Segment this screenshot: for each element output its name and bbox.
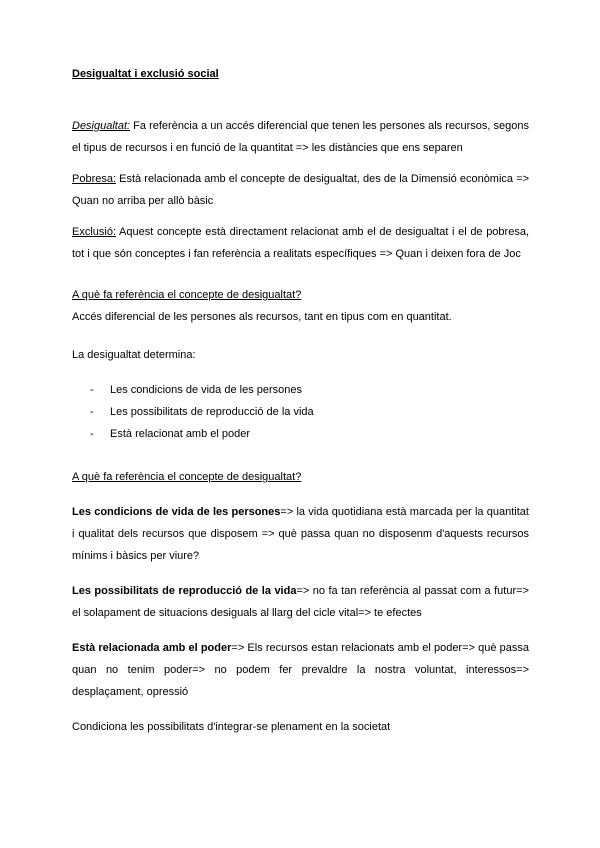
concept-lead-condicions: Les condicions de vida de les persones [72, 506, 281, 518]
closing-paragraph: Condiciona les possibilitats d'integrar-se plenament en la societat [72, 721, 391, 733]
definition-term-exclusio: Exclusió: [72, 226, 117, 238]
section1-answer: Accés diferencial de les persones als recursos, tant en tipus com en quantitat. [72, 311, 452, 323]
concept-text-poder: => Els recursos estan relacionats amb el poder=> què passa quan no tenim poder=> no podem fer prevaldre la nostra voluntat, interessos=> desplaçament, opressió [72, 642, 529, 698]
definition-term-pobresa: Pobresa: [72, 173, 117, 185]
list-item [72, 423, 529, 445]
concept-lead-reproduccio: Les possibilitats de reproducció de la vida [72, 585, 297, 597]
definition-desigualtat [72, 115, 529, 159]
list-intro: La desigualtat determina: [72, 349, 196, 361]
concept-reproduccio [72, 580, 529, 624]
list-bullet: - [90, 428, 94, 440]
definition-text-pobresa: Està relacionada amb el concepte de desigualtat, des de la Dimensió econòmica => Quan no arriba per allò bàsic [72, 173, 529, 207]
concept-condicions [72, 501, 529, 567]
definition-text-exclusio: Aquest concepte està directament relacionat amb el de desigualtat i el de pobresa, tot i que són conceptes i fan referència a realitats específiques => Quan i deixen fora de Joc [72, 226, 529, 260]
definition-pobresa [72, 168, 529, 212]
definition-term-desigualtat: Desigualtat: [72, 120, 131, 132]
determina-list [72, 379, 529, 445]
section2-heading: A què fa referència el concepte de desigualtat? [72, 471, 302, 483]
list-item [72, 401, 529, 423]
section1-heading: A què fa referència el concepte de desigualtat? [72, 289, 302, 301]
concept-text-condicions: => la vida quotidiana està marcada per la quantitat i qualitat dels recursos que disposem => què passa quan no disposenm d'aquests recursos mínims i bàsics per viure? [72, 506, 529, 562]
list-item-text: Les possibilitats de reproducció de la vida [110, 406, 314, 418]
list-bullet: - [90, 384, 94, 396]
concept-poder [72, 637, 529, 703]
concept-text-reproduccio: => no fa tan referència al passat com a futur=> el solapament de situacions desiguals al llarg del cicle vital=> te efectes [72, 585, 529, 619]
list-bullet: - [90, 406, 94, 418]
definition-text-desigualtat: Fa referència a un accés diferencial que tenen les persones als recursos, segons el tipus de recursos i en funció de la quantitat => les distàncies que ens separen [72, 120, 529, 154]
page-title: Desigualtat i exclusió social [72, 68, 219, 80]
concept-lead-poder: Està relacionada amb el poder [72, 642, 232, 654]
definition-exclusio [72, 221, 529, 265]
list-item-text: Està relacionat amb el poder [110, 428, 251, 440]
list-item-text: Les condicions de vida de les persones [110, 384, 303, 396]
list-item [72, 379, 529, 401]
